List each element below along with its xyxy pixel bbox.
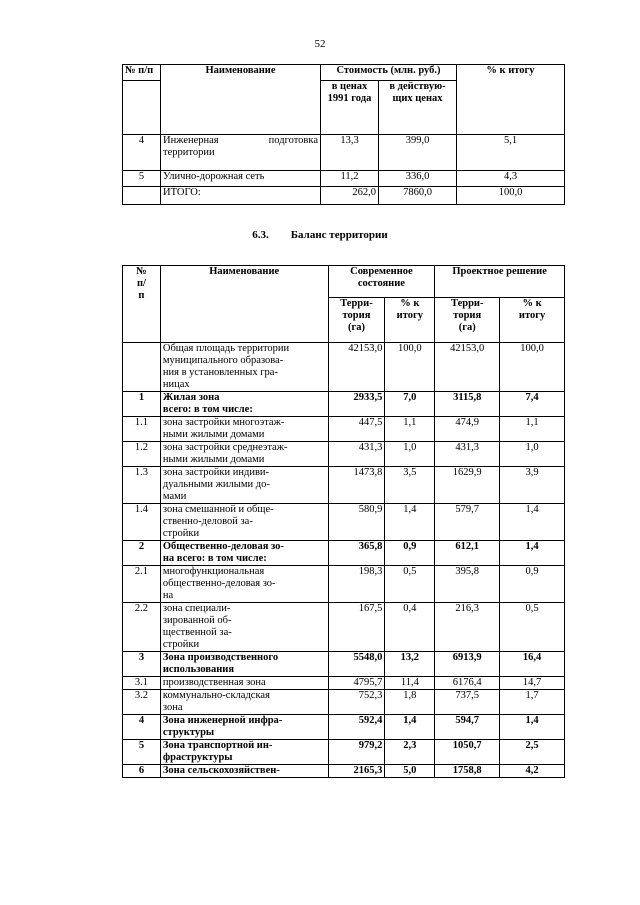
table-row: [123, 652, 565, 677]
header-cost-current-line1: в действую-: [389, 81, 446, 92]
cell-percent-current: 1,8: [385, 690, 435, 715]
header-name: Наименование: [160, 266, 328, 343]
table-row: [123, 392, 565, 417]
header-project-solution: Проектное решение: [435, 266, 565, 298]
row-num: 1.3: [123, 467, 161, 504]
row-name-line: мами: [162, 491, 187, 502]
cell-percent-project: 1,0: [500, 442, 565, 467]
row-name-line: зона смешанной и обще-: [162, 504, 274, 515]
table-row: [123, 171, 565, 187]
cell-percent-project: 1,7: [500, 690, 565, 715]
row-num: 1.2: [123, 442, 161, 467]
cell-percent-project: 1,4: [500, 504, 565, 541]
cell-territory-current: 1473,8: [328, 467, 385, 504]
table-row: [123, 135, 565, 171]
row-name: [160, 541, 328, 566]
row-name-line: Зона сельскохозяйствен-: [162, 765, 280, 776]
row-name-line: стройки: [162, 528, 200, 539]
table-row: [123, 442, 565, 467]
cell-territory-current: 2933,5: [328, 392, 385, 417]
cell-territory-project: 737,5: [435, 690, 500, 715]
cell-territory-current: 580,9: [328, 504, 385, 541]
row-name: [160, 690, 328, 715]
header-num-line: п/: [136, 278, 146, 289]
territory-balance-table: [122, 265, 565, 778]
cell-percent-current: 13,2: [385, 652, 435, 677]
cell-territory-current: 42153,0: [328, 343, 385, 392]
cell-percent-current: 2,3: [385, 740, 435, 765]
header-num: № п/п: [123, 65, 161, 81]
row-name-line: производственная зона: [162, 677, 266, 688]
row-name-line: ницах: [162, 379, 190, 390]
row-name-line: территории: [163, 147, 215, 158]
cell-territory-project: 612,1: [435, 541, 500, 566]
header-territory-line: Терри-: [450, 298, 484, 309]
header-percent-line: % к: [522, 298, 542, 309]
row-name: [160, 740, 328, 765]
row-name-line: фраструктуры: [162, 752, 233, 763]
cell-territory-current: 198,3: [328, 566, 385, 603]
cell-territory-project: 431,3: [435, 442, 500, 467]
header-territory-current: [328, 298, 385, 343]
cell-territory-project: 42153,0: [435, 343, 500, 392]
header-percent-line: % к: [400, 298, 420, 309]
row-num: 5: [123, 740, 161, 765]
header-territory-line: Терри-: [340, 298, 373, 309]
row-name-line: ственно-деловой за-: [162, 516, 253, 527]
row-name-line: Общая площадь территории: [162, 343, 290, 354]
row-name-line: зона специали-: [162, 603, 231, 614]
row-num: 1.4: [123, 504, 161, 541]
header-name: Наименование: [161, 65, 321, 135]
row-name: [160, 417, 328, 442]
cell-territory-current: 431,3: [328, 442, 385, 467]
cell-territory-project: 1629,9: [435, 467, 500, 504]
table-row: [123, 603, 565, 652]
row-name-line: многофункциональная: [162, 566, 265, 577]
row-name-line: коммунально-складская: [162, 690, 270, 701]
cell-percent-current: 1,1: [385, 417, 435, 442]
cell-percent-current: 0,4: [385, 603, 435, 652]
cell-territory-current: 5548,0: [328, 652, 385, 677]
cell-territory-current: 592,4: [328, 715, 385, 740]
header-territory-project: [435, 298, 500, 343]
row-name-line: ными жилыми домами: [162, 454, 265, 465]
table-row: [123, 677, 565, 690]
cell-territory-project: 1758,8: [435, 765, 500, 778]
row-name: [160, 504, 328, 541]
header-num-line: №: [136, 266, 147, 277]
cell-percent-project: 0,5: [500, 603, 565, 652]
row-name-line: Жилая зона: [162, 392, 220, 403]
row-name-line: структуры: [162, 727, 215, 738]
cell-percent-project: 1,4: [500, 541, 565, 566]
cell-percent-project: 3,9: [500, 467, 565, 504]
row-name: ИТОГО:: [161, 187, 321, 205]
cell-territory-project: 3115,8: [435, 392, 500, 417]
row-name-line: стройки: [162, 639, 200, 650]
row-name-line: зона: [162, 702, 183, 713]
cell-percent-current: 7,0: [385, 392, 435, 417]
row-name: [160, 652, 328, 677]
row-num: 5: [123, 171, 161, 187]
row-num: 2: [123, 541, 161, 566]
cell-cost-current: 7860,0: [379, 187, 457, 205]
row-name-line: на всего: в том числе:: [162, 553, 267, 564]
cell-percent-current: 1,0: [385, 442, 435, 467]
table-row: [123, 715, 565, 740]
header-num-line: п: [138, 290, 145, 301]
row-num: 4: [123, 715, 161, 740]
header-territory-line: (га): [347, 322, 365, 333]
page-number: 52: [314, 38, 326, 50]
row-name-line: муниципального образова-: [162, 355, 284, 366]
cell-percent-project: 7,4: [500, 392, 565, 417]
row-name: [160, 467, 328, 504]
header-territory-line: тория: [342, 310, 371, 321]
cell-territory-project: 216,3: [435, 603, 500, 652]
cell-percent: 100,0: [457, 187, 565, 205]
row-name-line: зированной об-: [162, 615, 232, 626]
table-row-total: [123, 187, 565, 205]
cell-percent-project: 4,2: [500, 765, 565, 778]
table-row: [123, 343, 565, 392]
row-name: [160, 392, 328, 417]
cell-percent-project: 1,4: [500, 715, 565, 740]
cell-percent-project: 100,0: [500, 343, 565, 392]
row-name-line: Общественно-деловая зо-: [162, 541, 284, 552]
cell-percent-current: 100,0: [385, 343, 435, 392]
cell-percent-current: 1,4: [385, 715, 435, 740]
row-name: [161, 135, 321, 171]
row-num: 3.1: [123, 677, 161, 690]
row-name-line: ния в установленных гра-: [162, 367, 278, 378]
cell-percent-current: 5,0: [385, 765, 435, 778]
cell-percent-project: 16,4: [500, 652, 565, 677]
cell-territory-current: 4795,7: [328, 677, 385, 690]
table-row: [123, 541, 565, 566]
cell-percent-project: 1,1: [500, 417, 565, 442]
cell-territory-current: 752,3: [328, 690, 385, 715]
cell-territory-project: 1050,7: [435, 740, 500, 765]
header-cost-1991-line1: в ценах: [331, 81, 368, 92]
cell-territory-current: 979,2: [328, 740, 385, 765]
header-percent-current: [385, 298, 435, 343]
cell-cost-1991: 262,0: [321, 187, 379, 205]
header-cost-current-line2: щих ценах: [392, 93, 443, 104]
cell-cost-1991: 11,2: [321, 171, 379, 187]
row-num: 2.2: [123, 603, 161, 652]
cell-territory-project: 6913,9: [435, 652, 500, 677]
row-name-line: ными жилыми домами: [162, 429, 265, 440]
row-name-line: общественно-деловая зо-: [162, 578, 276, 589]
row-num: 4: [123, 135, 161, 171]
cell-percent-project: 14,7: [500, 677, 565, 690]
row-name-line: Зона производственного: [162, 652, 279, 663]
row-name: [160, 715, 328, 740]
row-num: 3.2: [123, 690, 161, 715]
row-name-line: на: [162, 590, 174, 601]
cell-territory-current: 365,8: [328, 541, 385, 566]
row-name-line: зона застройки индиви-: [162, 467, 270, 478]
row-name: [160, 765, 328, 778]
header-num: [123, 266, 161, 343]
row-name: [160, 677, 328, 690]
cell-percent-current: 1,4: [385, 504, 435, 541]
row-name-line: дуальными жилыми до-: [162, 479, 270, 490]
cell-territory-current: 167,5: [328, 603, 385, 652]
row-num: 1: [123, 392, 161, 417]
row-num: 6: [123, 765, 161, 778]
cell-territory-current: 447,5: [328, 417, 385, 442]
header-current-state: [328, 266, 435, 298]
header-percent-line: итогу: [518, 310, 546, 321]
cell-percent-project: 0,9: [500, 566, 565, 603]
header-current-line: Современное: [350, 266, 413, 277]
header-percent-line: итогу: [396, 310, 424, 321]
row-num: [123, 343, 161, 392]
table-row: [123, 504, 565, 541]
row-name: [160, 566, 328, 603]
table-row: [123, 690, 565, 715]
row-num: 2.1: [123, 566, 161, 603]
row-name-line: всего: в том числе:: [162, 404, 253, 415]
header-current-line: состояние: [357, 278, 405, 289]
cell-percent: 5,1: [457, 135, 565, 171]
row-num: 1.1: [123, 417, 161, 442]
row-name-line: использования: [162, 664, 235, 675]
row-name: [160, 603, 328, 652]
row-name: [160, 343, 328, 392]
cell-territory-project: 474,9: [435, 417, 500, 442]
cell-percent-current: 3,5: [385, 467, 435, 504]
cell-percent: 4,3: [457, 171, 565, 187]
header-territory-line: (га): [458, 322, 476, 333]
cell-percent-current: 11,4: [385, 677, 435, 690]
cost-table: [122, 64, 565, 205]
table-row: [123, 740, 565, 765]
cell-territory-current: 2165,3: [328, 765, 385, 778]
header-cost-1991-line2: 1991 года: [327, 93, 372, 104]
cell-territory-project: 395,8: [435, 566, 500, 603]
cell-cost-current: 399,0: [379, 135, 457, 171]
header-cost-1991: [321, 81, 379, 135]
cell-cost-1991: 13,3: [321, 135, 379, 171]
cell-territory-project: 579,7: [435, 504, 500, 541]
cell-territory-project: 6176,4: [435, 677, 500, 690]
header-cost-current: [379, 81, 457, 135]
row-name: Улично-дорожная сеть: [161, 171, 321, 187]
cell-percent-current: 0,9: [385, 541, 435, 566]
cell-cost-current: 336,0: [379, 171, 457, 187]
table-row: [123, 417, 565, 442]
header-percent: % к итогу: [457, 65, 565, 135]
row-name-line: Инженерная подготовка: [163, 135, 318, 146]
row-name-line: зона застройки среднеэтаж-: [162, 442, 288, 453]
cell-percent-project: 2,5: [500, 740, 565, 765]
section-heading: [0, 229, 640, 241]
row-num: [123, 187, 161, 205]
section-title: Баланс территории: [290, 229, 388, 241]
row-name-line: Зона инженерной инфра-: [162, 715, 283, 726]
cell-percent-current: 0,5: [385, 566, 435, 603]
header-percent-project: [500, 298, 565, 343]
row-num: 3: [123, 652, 161, 677]
header-cost: Стоимость (млн. руб.): [321, 65, 457, 81]
row-name-line: Зона транспортной ин-: [162, 740, 273, 751]
row-name-line: щественной за-: [162, 627, 232, 638]
section-number: 6.3.: [252, 229, 269, 241]
row-name-line: зона застройки многоэтаж-: [162, 417, 285, 428]
table-row: [123, 467, 565, 504]
table-row: [123, 566, 565, 603]
row-name: [160, 442, 328, 467]
header-territory-line: тория: [453, 310, 482, 321]
table-row: [123, 765, 565, 778]
cell-territory-project: 594,7: [435, 715, 500, 740]
